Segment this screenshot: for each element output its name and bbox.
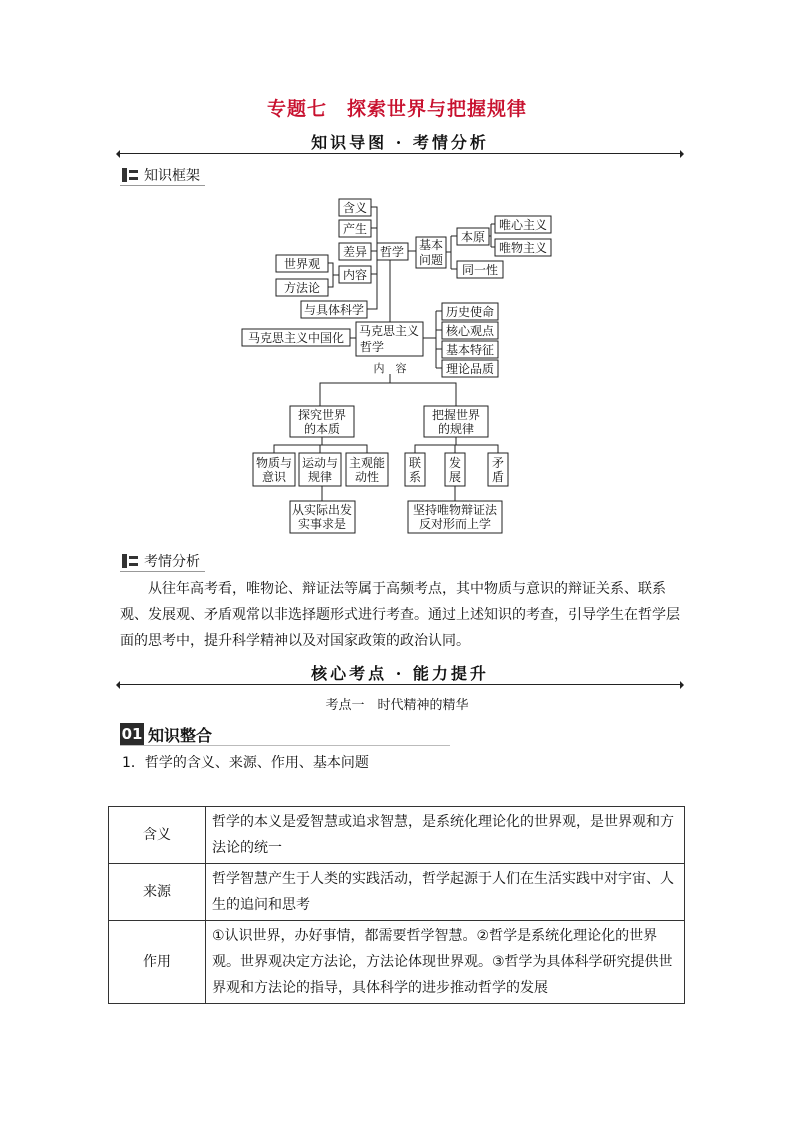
knowledge-map-diagram xyxy=(230,190,570,535)
map-node-zhuguan-2: 动性 xyxy=(354,470,380,484)
table-value-cell: 哲学的本义是爱智慧或追求智慧，是系统化理论化的世界观，是世界观和方法论的统一 xyxy=(206,807,685,864)
map-node-zhuguan-1: 主观能 xyxy=(348,456,386,470)
map-node-shijieguan: 世界观 xyxy=(283,257,321,271)
map-node-chansheng: 产生 xyxy=(342,222,368,236)
section-bars-icon xyxy=(122,554,138,568)
map-node-lian-1: 联 xyxy=(408,456,422,470)
map-node-weiwu: 唯物主义 xyxy=(498,241,548,255)
map-node-jiben-2: 问题 xyxy=(418,253,444,267)
kaodian-title: 考点一 时代精神的精华 xyxy=(325,698,469,713)
map-node-jiben-1: 基本 xyxy=(418,238,444,252)
map-node-fa-1: 发 xyxy=(448,456,462,470)
map-node-bawo-2: 的规律 xyxy=(437,422,475,436)
map-node-fangfalun: 方法论 xyxy=(283,281,321,295)
table-key-cell: 来源 xyxy=(109,864,206,921)
item-heading-1: 1．哲学的含义、来源、作用、基本问题 xyxy=(122,755,369,771)
map-node-yundong-1: 运动与 xyxy=(301,456,339,470)
badge-rule xyxy=(120,745,450,746)
banner-rule-2 xyxy=(120,684,680,685)
section-banner-2: 核心考点 · 能力提升 xyxy=(311,664,489,683)
map-node-hexin: 核心观点 xyxy=(445,324,495,338)
heading-underline xyxy=(120,185,205,186)
map-node-mao-2: 盾 xyxy=(491,470,505,484)
map-node-zhongguohua: 马克思主义中国化 xyxy=(247,331,345,345)
map-node-yujuti: 与具体科学 xyxy=(303,303,365,317)
analysis-paragraph: 从往年高考看，唯物论、辩证法等属于高频考点，其中物质与意识的辩证关系、联系观、发展观、矛盾观常以非选择题形式进行考查。通过上述知识的考查，引导学生在哲学层面的思考中，提升科学精神以及对国家政策的政治认同。 xyxy=(120,581,680,649)
map-node-bawo-1: 把握世界 xyxy=(431,408,481,422)
map-node-jibentezheng: 基本特征 xyxy=(445,343,495,357)
map-node-tanjiu-1: 探究世界 xyxy=(297,408,347,422)
section-heading-text: 考情分析 xyxy=(144,554,200,570)
map-node-makesi-1: 马克思主义 xyxy=(358,324,420,338)
map-node-weixin: 唯心主义 xyxy=(498,218,548,232)
table-value-cell: ①认识世界，办好事情，都需要哲学智慧。②哲学是系统化理论化的世界观。世界观决定方法论，方法论体现世界观。③哲学为具体科学研究提供世界观和方法论的指导，具体科学的进步推动哲学的发展 xyxy=(206,921,685,1004)
map-node-lishi: 历史使命 xyxy=(445,305,495,319)
section-heading-framework xyxy=(122,165,200,185)
map-node-tongyixing: 同一性 xyxy=(461,263,499,277)
banner-rule-1 xyxy=(120,153,680,154)
table-row xyxy=(109,807,685,864)
knowledge-badge xyxy=(120,723,212,745)
badge-number: 01 xyxy=(121,725,143,743)
heading-underline xyxy=(120,571,205,572)
map-node-lilun: 理论品质 xyxy=(445,362,495,376)
page-title: 专题七 探索世界与把握规律 xyxy=(266,98,527,120)
table-row xyxy=(109,921,685,1004)
map-node-fa-2: 展 xyxy=(448,470,462,484)
table-key-cell: 作用 xyxy=(109,921,206,1004)
map-node-neirong-small: 内容 xyxy=(342,268,368,282)
section-heading-text: 知识框架 xyxy=(144,168,200,184)
philosophy-table xyxy=(108,806,685,1004)
map-node-wuzhi-1: 物质与 xyxy=(255,456,293,470)
table-key-cell: 含义 xyxy=(109,807,206,864)
map-node-hanyi: 含义 xyxy=(342,201,368,215)
map-node-jianchi-2: 反对形而上学 xyxy=(418,517,492,531)
section-banner-1: 知识导图 · 考情分析 xyxy=(311,133,489,152)
table-row xyxy=(109,864,685,921)
table-value-cell: 哲学智慧产生于人类的实践活动，哲学起源于人们在生活实践中对宇宙、人生的追问和思考 xyxy=(206,864,685,921)
map-node-chayi: 差异 xyxy=(342,245,368,259)
map-node-shiji-1: 从实际出发 xyxy=(291,503,353,517)
map-node-tanjiu-2: 的本质 xyxy=(303,422,341,436)
map-node-benyuan: 本原 xyxy=(460,230,486,244)
map-node-lian-2: 系 xyxy=(408,470,422,484)
map-node-mao-1: 矛 xyxy=(491,456,505,470)
map-node-makesi-2: 哲学 xyxy=(359,340,385,354)
map-node-shiji-2: 实事求是 xyxy=(297,517,347,531)
map-node-jianchi-1: 坚持唯物辩证法 xyxy=(412,503,498,517)
section-heading-analysis xyxy=(122,551,200,571)
map-node-zhexue: 哲学 xyxy=(379,245,405,259)
map-node-wuzhi-2: 意识 xyxy=(261,470,287,484)
section-bars-icon xyxy=(122,168,138,182)
map-node-yundong-2: 规律 xyxy=(307,470,333,484)
map-label-neirong: 内 容 xyxy=(373,362,407,375)
badge-text: 知识整合 xyxy=(148,725,213,745)
